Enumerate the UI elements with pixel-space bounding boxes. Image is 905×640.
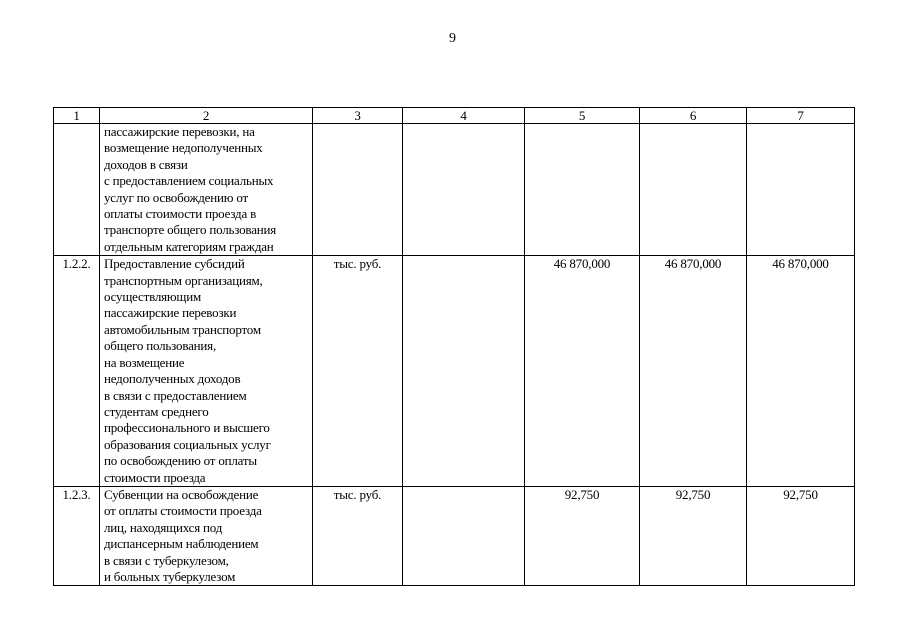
description-line: общего пользования, (104, 338, 216, 354)
row-description (100, 124, 313, 256)
description-line: и больных туберкулезом (104, 568, 236, 584)
table-row (54, 256, 855, 487)
header-cell-4: 4 (403, 108, 525, 124)
description-line: в связи с туберкулезом, (104, 552, 229, 568)
description-line: диспансерным наблюдением (104, 536, 259, 552)
description-line: от оплаты стоимости проезда (104, 503, 262, 519)
description-line: отдельным категориям граждан (104, 238, 274, 254)
description-line: доходов в связи (104, 156, 188, 172)
description-line: в связи с предоставлением (104, 387, 247, 403)
description-line: транспорте общего пользования (104, 222, 277, 238)
row-description (100, 256, 313, 487)
row-col7: 46 870,000 (747, 256, 855, 487)
row-col6: 46 870,000 (640, 256, 747, 487)
row-number (54, 124, 100, 256)
description-line: автомобильным транспортом (104, 321, 261, 337)
header-cell-2: 2 (100, 108, 313, 124)
table-row (54, 486, 855, 585)
row-col5: 92,750 (525, 486, 640, 585)
row-number: 1.2.2. (54, 256, 100, 487)
row-col5: 46 870,000 (525, 256, 640, 487)
table-row (54, 124, 855, 256)
description-line: осуществляющим (104, 289, 202, 305)
row-number: 1.2.3. (54, 486, 100, 585)
table-header-row (54, 108, 855, 124)
description-line: возмещение недополученных (104, 140, 263, 156)
description-line: транспортным организациям, (104, 272, 263, 288)
description-line: образования социальных услуг (104, 436, 271, 452)
description-line: профессионального и высшего (104, 420, 270, 436)
row-col4 (403, 124, 525, 256)
description-line: студентам среднего (104, 403, 209, 419)
row-unit: тыс. руб. (313, 256, 403, 487)
description-line: Предоставление субсидий (104, 256, 245, 272)
header-cell-3: 3 (313, 108, 403, 124)
row-col6 (640, 124, 747, 256)
row-col5 (525, 124, 640, 256)
description-line: пассажирские перевозки (104, 305, 237, 321)
row-col7 (747, 124, 855, 256)
description-line: оплаты стоимости проезда в (104, 206, 257, 222)
header-cell-7: 7 (747, 108, 855, 124)
row-unit (313, 124, 403, 256)
description-line: на возмещение (104, 354, 185, 370)
description-line: по освобождению от оплаты (104, 453, 257, 469)
row-col4 (403, 256, 525, 487)
description-line: лиц, находящихся под (104, 519, 223, 535)
header-cell-5: 5 (525, 108, 640, 124)
row-col7: 92,750 (747, 486, 855, 585)
row-col4 (403, 486, 525, 585)
description-line: недополученных доходов (104, 371, 241, 387)
row-col6: 92,750 (640, 486, 747, 585)
budget-table (53, 107, 855, 586)
description-line: Субвенции на освобождение (104, 486, 259, 502)
page-number: 9 (449, 31, 456, 46)
description-line: стоимости проезда (104, 469, 206, 485)
description-line: пассажирские перевозки, на (104, 124, 255, 139)
description-line: услуг по освобождению от (104, 189, 248, 205)
description-line: с предоставлением социальных (104, 173, 274, 189)
header-cell-6: 6 (640, 108, 747, 124)
header-cell-1: 1 (54, 108, 100, 124)
row-unit: тыс. руб. (313, 486, 403, 585)
row-description (100, 486, 313, 585)
